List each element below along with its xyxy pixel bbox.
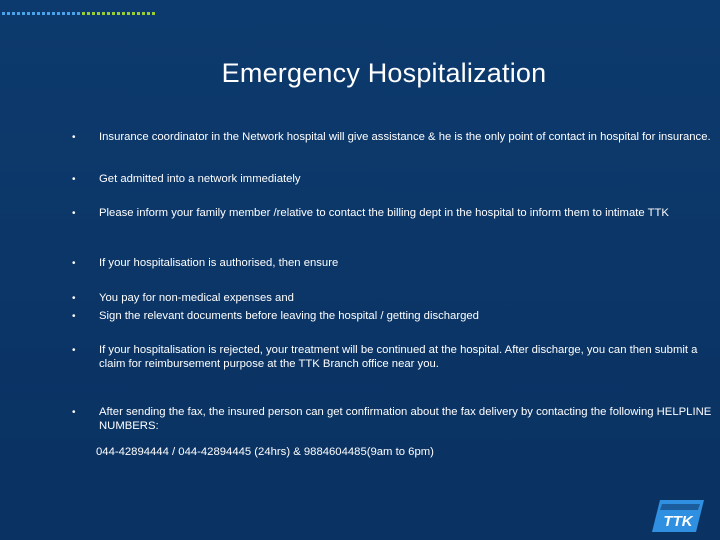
- bullet-text: Sign the relevant documents before leaving the hospital / getting discharged: [99, 310, 479, 322]
- bullet-item-inform-family: [60, 207, 712, 221]
- helpline-numbers: 044-42894444 / 044-42894445 (24hrs) & 9884604485(9am to 6pm): [96, 446, 434, 458]
- dot: [87, 12, 90, 15]
- dot: [27, 12, 30, 15]
- bullet-text: Insurance coordinator in the Network hospital will give assistance & he is the only point of contact in hospital for insurance.: [99, 131, 711, 143]
- bullet-item-coordinator: [60, 131, 712, 145]
- bullet-item-sign-documents: [60, 310, 712, 324]
- dot: [152, 12, 155, 15]
- decorative-dot-strip: [2, 12, 157, 15]
- bullet-item-rejected: [60, 344, 712, 371]
- dot: [112, 12, 115, 15]
- dot: [117, 12, 120, 15]
- bullet-text: Get admitted into a network immediately: [99, 173, 301, 185]
- dot: [137, 12, 140, 15]
- bullet-item-admitted: [60, 173, 712, 187]
- dot: [7, 12, 10, 15]
- dot: [147, 12, 150, 15]
- dot: [52, 12, 55, 15]
- ttk-logo: [650, 498, 706, 534]
- bullet-symbol: •: [72, 311, 76, 322]
- dot: [127, 12, 130, 15]
- dot: [57, 12, 60, 15]
- dot: [97, 12, 100, 15]
- dot: [132, 12, 135, 15]
- slide-title: Emergency Hospitalization: [221, 58, 547, 88]
- bullet-item-non-medical: [60, 292, 712, 306]
- dot: [102, 12, 105, 15]
- bullet-symbol: •: [72, 174, 76, 185]
- dot: [92, 12, 95, 15]
- bullet-text: Please inform your family member /relative to contact the billing dept in the hospital to inform them to intimate TTK: [99, 207, 669, 219]
- bullet-text: You pay for non-medical expenses and: [99, 292, 294, 304]
- bullet-symbol: •: [72, 258, 76, 269]
- bullet-item-authorised: [60, 257, 712, 271]
- dot: [82, 12, 85, 15]
- dot: [67, 12, 70, 15]
- bullet-text: After sending the fax, the insured person can get confirmation about the fax delivery by contacting the following HELPLINE NUMBERS:: [99, 406, 712, 432]
- bullet-symbol: •: [72, 293, 76, 304]
- dot: [12, 12, 15, 15]
- dot: [62, 12, 65, 15]
- dot: [2, 12, 5, 15]
- dot: [17, 12, 20, 15]
- dot: [107, 12, 110, 15]
- dot: [32, 12, 35, 15]
- logo-stripe: [660, 504, 700, 510]
- dot: [122, 12, 125, 15]
- bullet-text: If your hospitalisation is authorised, then ensure: [99, 257, 339, 269]
- dot: [22, 12, 25, 15]
- dot: [77, 12, 80, 15]
- bullet-symbol: •: [72, 345, 76, 356]
- dot: [42, 12, 45, 15]
- bullet-symbol: •: [72, 407, 76, 418]
- dot: [142, 12, 145, 15]
- dot: [37, 12, 40, 15]
- bullet-symbol: •: [72, 132, 76, 143]
- bullet-text: If your hospitalisation is rejected, your treatment will be continued at the hospital. After discharge, you can then submit a claim for reimbursement purpose at the TTK Branch office near you.: [99, 344, 698, 370]
- dot: [72, 12, 75, 15]
- bullet-symbol: •: [72, 208, 76, 219]
- bullet-item-fax: [60, 406, 712, 433]
- dot: [47, 12, 50, 15]
- logo-text: TTK: [663, 513, 693, 530]
